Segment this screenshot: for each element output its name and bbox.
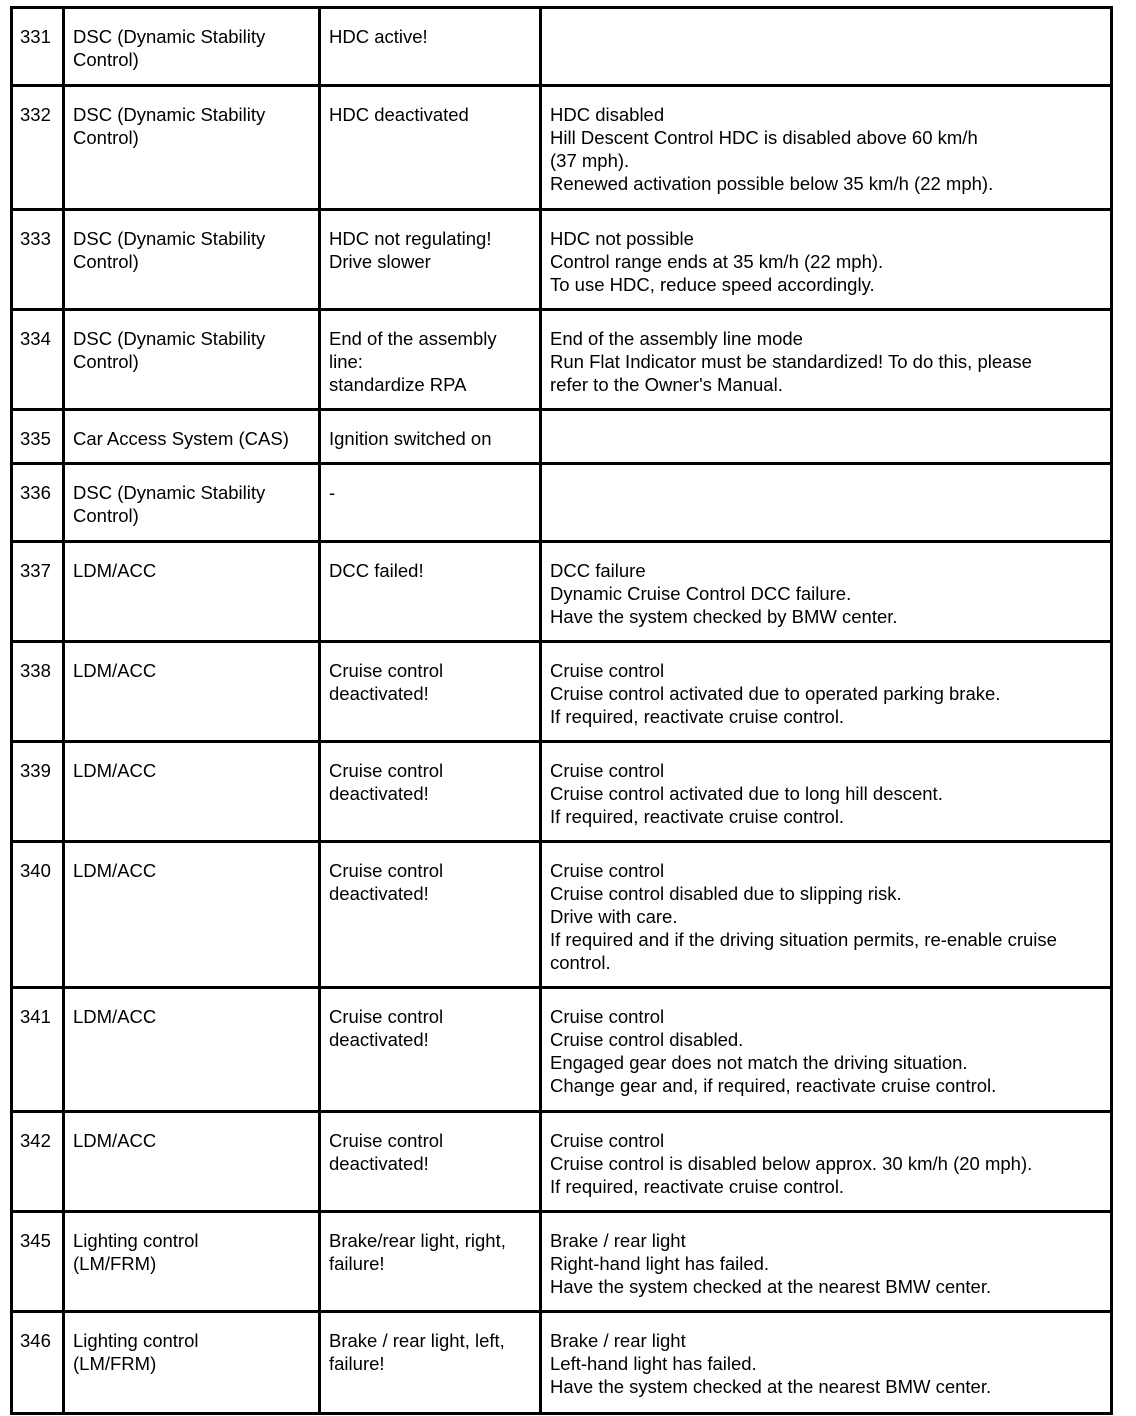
code-number: 335 <box>20 428 51 449</box>
message-text-line: Cruise control <box>329 760 444 781</box>
code-number: 331 <box>20 26 51 47</box>
details-text-line: Cruise control <box>550 1130 665 1151</box>
system-text-line: Lighting control <box>73 1330 199 1351</box>
message-cell <box>320 842 541 988</box>
code-cell <box>12 8 64 86</box>
table-row <box>12 1312 1112 1414</box>
code-number: 340 <box>20 860 51 881</box>
table-row <box>12 642 1112 742</box>
details-text-line: Cruise control <box>550 860 665 881</box>
message-text-line: deactivated! <box>329 1153 429 1174</box>
message-cell <box>320 86 541 210</box>
system-text-line: LDM/ACC <box>73 860 157 881</box>
system-text-line: Control) <box>73 127 139 148</box>
details-cell <box>541 86 1112 210</box>
details-text-line: Cruise control disabled due to slipping risk. <box>550 883 902 904</box>
code-number: 332 <box>20 104 51 125</box>
code-number: 341 <box>20 1006 51 1027</box>
details-cell <box>541 742 1112 842</box>
details-cell <box>541 310 1112 410</box>
details-cell <box>541 842 1112 988</box>
code-cell <box>12 1112 64 1212</box>
code-number: 336 <box>20 482 51 503</box>
details-text-line: Cruise control <box>550 660 665 681</box>
message-text-line: DCC failed! <box>329 560 424 581</box>
system-cell <box>64 542 320 642</box>
system-text-line: DSC (Dynamic Stability <box>73 482 266 503</box>
system-cell <box>64 310 320 410</box>
details-text-line: Brake / rear light <box>550 1330 686 1351</box>
details-text-line: DCC failure <box>550 560 646 581</box>
code-number: 342 <box>20 1130 51 1151</box>
message-text-line: Brake/rear light, right, <box>329 1230 506 1251</box>
code-number: 338 <box>20 660 51 681</box>
message-cell <box>320 1112 541 1212</box>
message-cell <box>320 642 541 742</box>
details-text-line: control. <box>550 952 611 973</box>
message-cell <box>320 310 541 410</box>
code-cell <box>12 988 64 1112</box>
details-text-line: Cruise control <box>550 1006 665 1027</box>
message-text-line: Drive slower <box>329 251 431 272</box>
code-cell <box>12 642 64 742</box>
details-text-line: Right-hand light has failed. <box>550 1253 770 1274</box>
system-cell <box>64 8 320 86</box>
details-text-line: Cruise control activated due to operated parking brake. <box>550 683 1001 704</box>
details-text-line: refer to the Owner's Manual. <box>550 374 783 395</box>
table-row <box>12 1212 1112 1312</box>
system-cell <box>64 86 320 210</box>
details-text-line: If required and if the driving situation permits, re-enable cruise <box>550 929 1057 950</box>
details-text-line: Have the system checked by BMW center. <box>550 606 898 627</box>
details-text-line: If required, reactivate cruise control. <box>550 1176 845 1197</box>
table-row <box>12 842 1112 988</box>
message-text-line: - <box>329 482 336 503</box>
details-text-line: Cruise control disabled. <box>550 1029 744 1050</box>
system-text-line: Control) <box>73 505 139 526</box>
code-number: 337 <box>20 560 51 581</box>
message-text-line: End of the assembly <box>329 328 497 349</box>
system-cell <box>64 988 320 1112</box>
details-text-line: End of the assembly line mode <box>550 328 803 349</box>
system-cell <box>64 1112 320 1212</box>
message-text-line: HDC active! <box>329 26 428 47</box>
details-cell <box>541 1312 1112 1414</box>
message-text-line: deactivated! <box>329 883 429 904</box>
message-text-line: deactivated! <box>329 683 429 704</box>
table-row <box>12 410 1112 464</box>
message-text-line: failure! <box>329 1353 385 1374</box>
table-row <box>12 542 1112 642</box>
message-text-line: Cruise control <box>329 660 444 681</box>
message-text-line: HDC not regulating! <box>329 228 492 249</box>
message-cell <box>320 988 541 1112</box>
details-text-line: To use HDC, reduce speed accordingly. <box>550 274 875 295</box>
details-text-line: Renewed activation possible below 35 km/h (22 mph). <box>550 173 994 194</box>
details-text-line: Control range ends at 35 km/h (22 mph). <box>550 251 884 272</box>
code-cell <box>12 310 64 410</box>
code-cell <box>12 1312 64 1414</box>
details-text-line: Cruise control <box>550 760 665 781</box>
message-text-line: Cruise control <box>329 1006 444 1027</box>
table-row <box>12 988 1112 1112</box>
code-number: 334 <box>20 328 51 349</box>
system-cell <box>64 642 320 742</box>
system-text-line: Car Access System (CAS) <box>73 428 289 449</box>
system-text-line: LDM/ACC <box>73 760 157 781</box>
message-cell <box>320 542 541 642</box>
code-cell <box>12 1212 64 1312</box>
details-text-line: Have the system checked at the nearest BMW center. <box>550 1376 992 1397</box>
table-body <box>12 8 1112 1414</box>
details-cell <box>541 464 1112 542</box>
system-text-line: LDM/ACC <box>73 1006 157 1027</box>
message-text-line: Cruise control <box>329 860 444 881</box>
system-cell <box>64 410 320 464</box>
details-cell <box>541 410 1112 464</box>
details-text-line: Change gear and, if required, reactivate cruise control. <box>550 1075 997 1096</box>
table-row <box>12 310 1112 410</box>
system-text-line: DSC (Dynamic Stability <box>73 104 266 125</box>
system-cell <box>64 1312 320 1414</box>
code-cell <box>12 842 64 988</box>
system-cell <box>64 842 320 988</box>
message-text-line: line: <box>329 351 363 372</box>
details-cell <box>541 210 1112 310</box>
code-cell <box>12 210 64 310</box>
details-text-line: Engaged gear does not match the driving situation. <box>550 1052 968 1073</box>
details-text-line: Drive with care. <box>550 906 678 927</box>
document-page <box>10 6 1110 1415</box>
system-text-line: (LM/FRM) <box>73 1253 157 1274</box>
message-cell <box>320 1212 541 1312</box>
system-text-line: DSC (Dynamic Stability <box>73 328 266 349</box>
details-cell <box>541 642 1112 742</box>
table-row <box>12 1112 1112 1212</box>
system-cell <box>64 1212 320 1312</box>
details-cell <box>541 1112 1112 1212</box>
code-number: 339 <box>20 760 51 781</box>
details-text-line: Hill Descent Control HDC is disabled above 60 km/h <box>550 127 978 148</box>
system-cell <box>64 464 320 542</box>
details-text-line: Cruise control activated due to long hill descent. <box>550 783 943 804</box>
system-text-line: LDM/ACC <box>73 1130 157 1151</box>
system-text-line: Control) <box>73 351 139 372</box>
system-text-line: (LM/FRM) <box>73 1353 157 1374</box>
system-cell <box>64 210 320 310</box>
table-row <box>12 464 1112 542</box>
details-cell <box>541 988 1112 1112</box>
message-text-line: Cruise control <box>329 1130 444 1151</box>
message-text-line: failure! <box>329 1253 385 1274</box>
system-text-line: Control) <box>73 49 139 70</box>
details-text-line: If required, reactivate cruise control. <box>550 806 845 827</box>
table-row <box>12 742 1112 842</box>
system-text-line: LDM/ACC <box>73 560 157 581</box>
system-text-line: LDM/ACC <box>73 660 157 681</box>
details-text-line: Cruise control is disabled below approx. 30 km/h (20 mph). <box>550 1153 1033 1174</box>
code-number: 345 <box>20 1230 51 1251</box>
system-cell <box>64 742 320 842</box>
message-text-line: Brake / rear light, left, <box>329 1330 505 1351</box>
message-cell <box>320 8 541 86</box>
code-cell <box>12 742 64 842</box>
message-cell <box>320 464 541 542</box>
message-text-line: HDC deactivated <box>329 104 469 125</box>
message-text-line: Ignition switched on <box>329 428 492 449</box>
table-row <box>12 8 1112 86</box>
message-cell <box>320 1312 541 1414</box>
code-cell <box>12 86 64 210</box>
table-row <box>12 86 1112 210</box>
code-cell <box>12 464 64 542</box>
system-text-line: DSC (Dynamic Stability <box>73 26 266 47</box>
details-text-line: Dynamic Cruise Control DCC failure. <box>550 583 852 604</box>
details-text-line: Brake / rear light <box>550 1230 686 1251</box>
details-text-line: HDC not possible <box>550 228 694 249</box>
details-text-line: HDC disabled <box>550 104 665 125</box>
message-text-line: deactivated! <box>329 1029 429 1050</box>
details-text-line: If required, reactivate cruise control. <box>550 706 845 727</box>
details-text-line: Run Flat Indicator must be standardized! To do this, please <box>550 351 1032 372</box>
message-cell <box>320 742 541 842</box>
details-text-line: Left-hand light has failed. <box>550 1353 757 1374</box>
system-text-line: Lighting control <box>73 1230 199 1251</box>
message-text-line: standardize RPA <box>329 374 467 395</box>
system-text-line: Control) <box>73 251 139 272</box>
code-number: 346 <box>20 1330 51 1351</box>
details-cell <box>541 542 1112 642</box>
details-cell <box>541 8 1112 86</box>
code-number: 333 <box>20 228 51 249</box>
message-cell <box>320 210 541 310</box>
system-text-line: DSC (Dynamic Stability <box>73 228 266 249</box>
message-text-line: deactivated! <box>329 783 429 804</box>
details-text-line: (37 mph). <box>550 150 630 171</box>
message-cell <box>320 410 541 464</box>
code-cell <box>12 410 64 464</box>
check-control-message-table <box>10 6 1113 1415</box>
details-text-line: Have the system checked at the nearest BMW center. <box>550 1276 992 1297</box>
table-row <box>12 210 1112 310</box>
details-cell <box>541 1212 1112 1312</box>
code-cell <box>12 542 64 642</box>
